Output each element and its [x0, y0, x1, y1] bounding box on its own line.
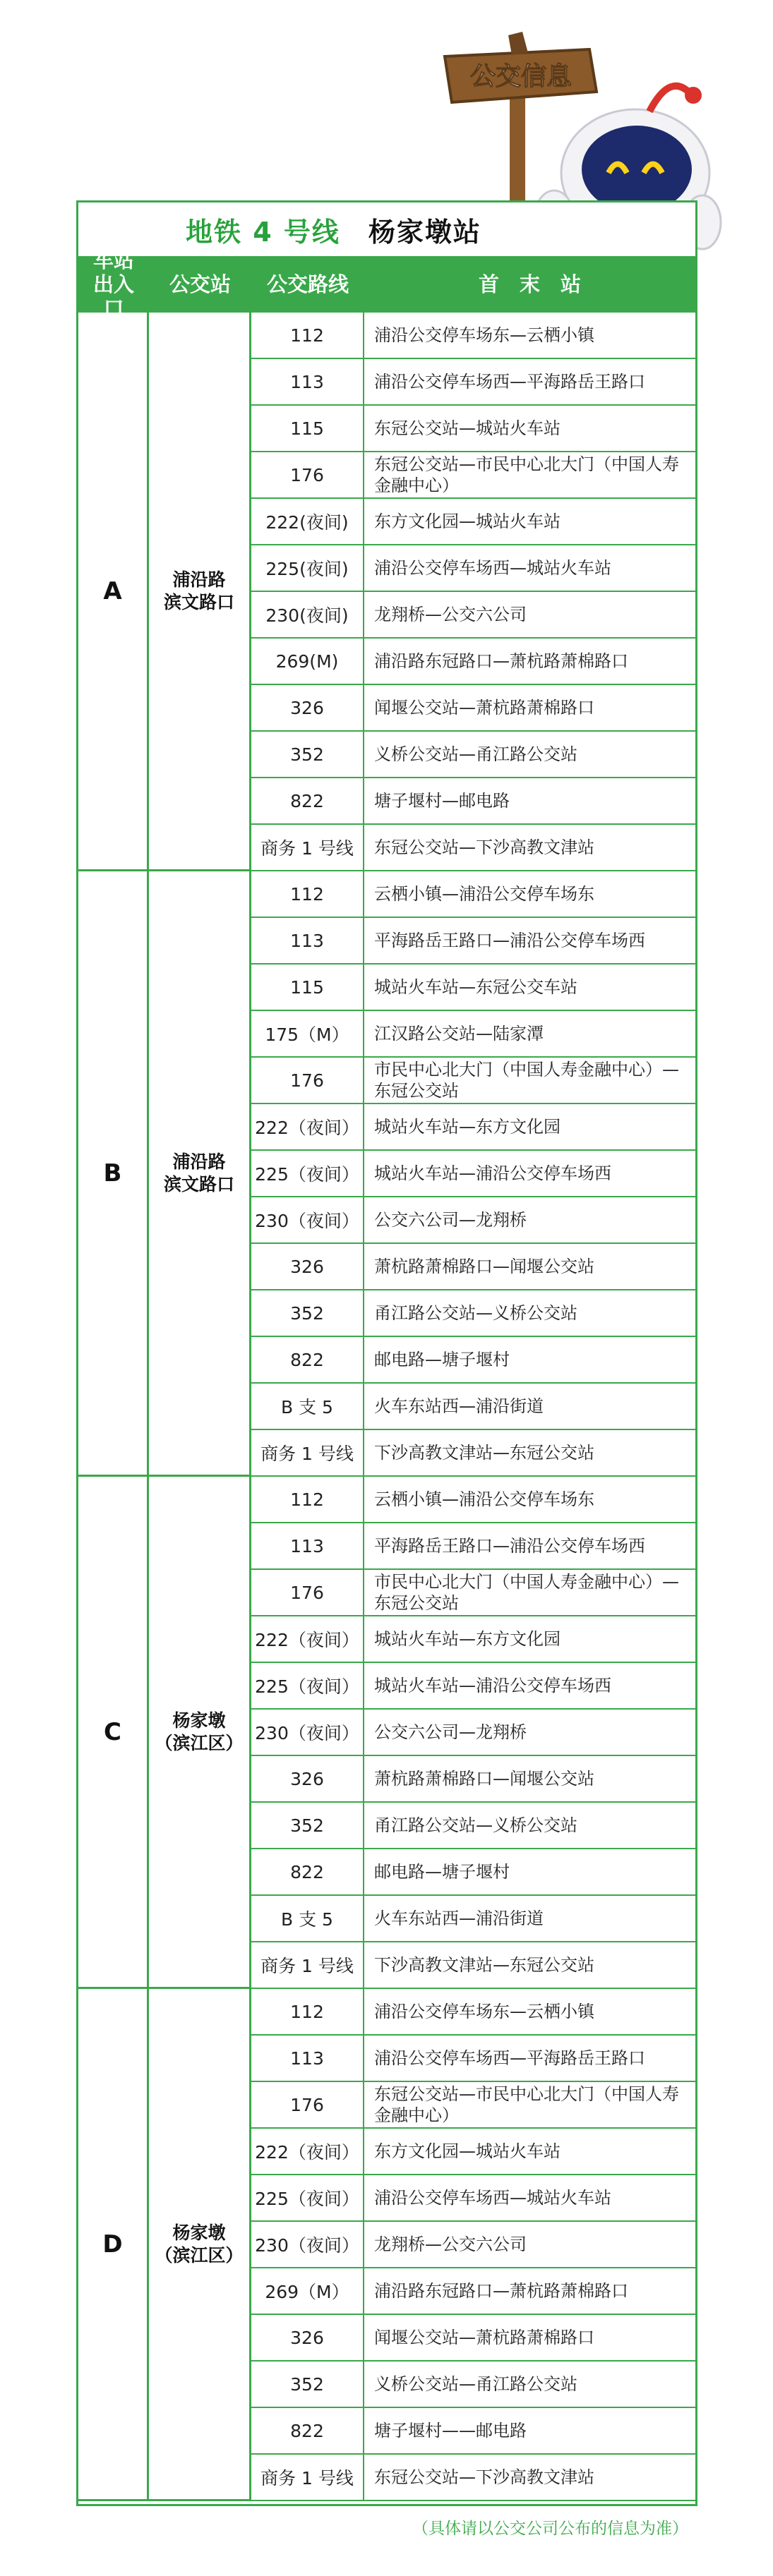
route-number: 175（M）: [251, 1011, 364, 1056]
table-row: [251, 313, 695, 359]
route-terminals: 江汉路公交站—陆家潭: [374, 1024, 544, 1044]
route-number: 822: [251, 1849, 364, 1894]
route-number: 113: [251, 2036, 364, 2081]
table-row: [251, 778, 695, 825]
route-terminals: 浦沿公交停车场西—平海路岳王路口: [374, 2048, 645, 2068]
route-terminals: 火车东站西—浦沿街道: [374, 1909, 544, 1928]
route-number: 113: [251, 359, 364, 404]
route-terminals: 甬江路公交站—义桥公交站: [374, 1815, 577, 1835]
header-exit: 车站出入口: [92, 248, 134, 320]
route-number: 230(夜间): [251, 592, 364, 637]
table-row: [251, 2268, 695, 2315]
bus-stop-name: 杨家墩 （滨江区）: [149, 1989, 251, 2501]
table-row: [251, 1058, 695, 1104]
route-number: 222（夜间）: [251, 1616, 364, 1662]
route-number: 352: [251, 2362, 364, 2407]
table-row: [251, 1616, 695, 1663]
table-row: [251, 1942, 695, 1989]
table-row: [251, 2222, 695, 2268]
table-row: [251, 1803, 695, 1849]
route-number: 176: [251, 452, 364, 497]
table-row: [251, 1151, 695, 1197]
metro-line-label: 地铁 4 号线: [186, 216, 340, 248]
table-row: [251, 1104, 695, 1151]
route-number: 176: [251, 1058, 364, 1103]
exit-label: D: [78, 1989, 149, 2501]
header-dest: 首 末 站: [478, 272, 581, 296]
route-number: 326: [251, 2315, 364, 2360]
route-terminals: 下沙高教文津站—东冠公交站: [374, 1443, 594, 1463]
table-row: [251, 2362, 695, 2408]
route-terminals: 下沙高教文津站—东冠公交站: [374, 1955, 594, 1975]
table-row: [251, 1384, 695, 1430]
exit-label: A: [78, 313, 149, 871]
route-terminals: 闻堰公交站—萧杭路萧棉路口: [374, 2328, 594, 2347]
table-row: [251, 1896, 695, 1942]
route-number: 352: [251, 1803, 364, 1848]
exit-label: C: [78, 1477, 149, 1989]
route-terminals: 萧杭路萧棉路口—闻堰公交站: [374, 1769, 594, 1789]
route-terminals: 龙翔桥—公交六公司: [374, 605, 527, 624]
route-number: 822: [251, 2408, 364, 2453]
table-row: [251, 545, 695, 592]
route-number: 269（M）: [251, 2268, 364, 2314]
route-number: 商务 1 号线: [251, 825, 364, 870]
route-number: 326: [251, 1244, 364, 1289]
route-terminals: 东冠公交站—下沙高教文津站: [374, 837, 594, 857]
bus-stop-name: 浦沿路 滨文路口: [149, 313, 251, 871]
route-number: 225（夜间）: [251, 1151, 364, 1196]
table-row: [251, 1477, 695, 1523]
mascot-antenna-tip: [685, 87, 702, 104]
route-number: 112: [251, 871, 364, 917]
route-terminals: 甬江路公交站—义桥公交站: [374, 1303, 577, 1323]
table-row: [251, 359, 695, 406]
table-row: [251, 825, 695, 871]
route-number: 商务 1 号线: [251, 1430, 364, 1475]
table-row: [251, 1570, 695, 1616]
route-terminals: 市民中心北大门（中国人寿金融中心）—东冠公交站: [374, 1060, 679, 1101]
route-number: 225（夜间）: [251, 1663, 364, 1708]
table-row: [251, 965, 695, 1011]
table-row: [251, 2455, 695, 2501]
route-number: 225(夜间): [251, 545, 364, 591]
table-row: [251, 1523, 695, 1570]
route-number: 113: [251, 918, 364, 963]
table-row: [251, 2129, 695, 2175]
footnote: （具体请以公交公司公布的信息为准）: [412, 2520, 688, 2538]
route-terminals: 市民中心北大门（中国人寿金融中心）—东冠公交站: [374, 1572, 679, 1613]
table-row: [251, 1756, 695, 1803]
table-row: [251, 732, 695, 778]
table-row: [251, 1011, 695, 1058]
route-terminals: 闻堰公交站—萧杭路萧棉路口: [374, 698, 594, 718]
route-number: 112: [251, 1477, 364, 1522]
route-terminals: 龙翔桥—公交六公司: [374, 2235, 527, 2254]
route-number: B 支 5: [251, 1896, 364, 1941]
table-row: [251, 685, 695, 732]
route-terminals: 平海路岳王路口—浦沿公交停车场西: [374, 1536, 645, 1556]
table-row: [251, 2408, 695, 2455]
route-terminals: 公交六公司—龙翔桥: [374, 1722, 527, 1742]
route-number: 326: [251, 1756, 364, 1801]
table-row: [251, 1244, 695, 1290]
route-terminals: 云栖小镇—浦沿公交停车场东: [374, 884, 594, 904]
route-number: 225（夜间）: [251, 2175, 364, 2220]
signpost-label: 公交信息: [469, 62, 573, 91]
route-terminals: 浦沿路东冠路口—萧杭路萧棉路口: [374, 2281, 628, 2301]
route-number: 326: [251, 685, 364, 730]
route-terminals: 东冠公交站—城站火车站: [374, 418, 561, 438]
route-number: 352: [251, 732, 364, 777]
header-route: 公交路线: [266, 272, 349, 296]
mascot-antenna: [649, 86, 692, 111]
route-number: 352: [251, 1290, 364, 1336]
table-row: [251, 1710, 695, 1756]
route-terminals: 平海路岳王路口—浦沿公交停车场西: [374, 931, 645, 950]
route-number: 176: [251, 1570, 364, 1615]
route-number: 230（夜间）: [251, 1710, 364, 1755]
route-number: 222（夜间）: [251, 2129, 364, 2174]
table-header: [78, 248, 695, 320]
route-terminals: 邮电路—塘子堰村: [374, 1862, 510, 1882]
route-terminals: 萧杭路萧棉路口—闻堰公交站: [374, 1257, 594, 1276]
route-number: 商务 1 号线: [251, 1942, 364, 1988]
route-terminals: 东冠公交站—市民中心北大门（中国人寿金融中心）: [374, 454, 679, 495]
route-terminals: 浦沿路东冠路口—萧杭路萧棉路口: [374, 651, 628, 671]
route-terminals: 塘子堰村——邮电路: [374, 2421, 527, 2441]
table-row: [251, 1849, 695, 1896]
table-row: [251, 2082, 695, 2129]
route-number: 商务 1 号线: [251, 2455, 364, 2500]
route-number: 269(M): [251, 639, 364, 684]
table-row: [251, 1430, 695, 1477]
route-terminals: 浦沿公交停车场西—城站火车站: [374, 2188, 611, 2208]
signpost-top: [508, 32, 528, 55]
table-row: [251, 1290, 695, 1337]
route-terminals: 浦沿公交停车场西—平海路岳王路口: [374, 372, 645, 392]
route-number: 222(夜间): [251, 499, 364, 544]
table-row: [251, 2036, 695, 2082]
table-row: [251, 1197, 695, 1244]
route-number: 115: [251, 965, 364, 1010]
route-number: B 支 5: [251, 1384, 364, 1429]
route-terminals: 东冠公交站—下沙高教文津站: [374, 2467, 594, 2487]
route-terminals: 邮电路—塘子堰村: [374, 1350, 510, 1369]
bus-stop-name: 杨家墩 （滨江区）: [149, 1477, 251, 1989]
route-terminals: 城站火车站—浦沿公交停车场西: [374, 1676, 611, 1695]
table-row: [251, 2315, 695, 2362]
route-terminals: 浦沿公交停车场东—云栖小镇: [374, 2002, 594, 2021]
route-terminals: 浦沿公交停车场东—云栖小镇: [374, 325, 594, 345]
route-number: 112: [251, 313, 364, 358]
route-number: 822: [251, 1337, 364, 1382]
bus-info-table: [76, 200, 697, 2506]
route-terminals: 火车东站西—浦沿街道: [374, 1396, 544, 1416]
route-number: 176: [251, 2082, 364, 2127]
route-terminals: 东方文化园—城站火车站: [374, 2141, 561, 2161]
route-number: 115: [251, 406, 364, 451]
table-row: [251, 1663, 695, 1710]
table-row: [251, 1337, 695, 1384]
route-terminals: 东冠公交站—市民中心北大门（中国人寿金融中心）: [374, 2084, 679, 2125]
table-row: [251, 1989, 695, 2036]
route-number: 230（夜间）: [251, 1197, 364, 1242]
bus-stop-name: 浦沿路 滨文路口: [149, 871, 251, 1477]
route-number: 230（夜间）: [251, 2222, 364, 2267]
exit-label: B: [78, 871, 149, 1477]
route-terminals: 东方文化园—城站火车站: [374, 512, 561, 531]
route-terminals: 浦沿公交停车场西—城站火车站: [374, 558, 611, 578]
route-terminals: 城站火车站—东冠公交车站: [374, 977, 577, 997]
route-terminals: 公交六公司—龙翔桥: [374, 1210, 527, 1230]
table-row: [251, 871, 695, 918]
route-number: 822: [251, 778, 364, 823]
table-row: [251, 406, 695, 452]
table-row: [251, 592, 695, 639]
route-number: 112: [251, 1989, 364, 2034]
route-terminals: 塘子堰村—邮电路: [374, 791, 510, 811]
header-stop: 公交站: [169, 272, 231, 296]
table-row: [251, 918, 695, 965]
route-terminals: 城站火车站—东方文化园: [374, 1117, 561, 1137]
route-terminals: 义桥公交站—甬江路公交站: [374, 2374, 577, 2394]
table-row: [251, 2175, 695, 2222]
table-row: [251, 499, 695, 545]
table-title: [78, 202, 695, 256]
route-number: 113: [251, 1523, 364, 1568]
table-row: [251, 639, 695, 685]
route-number: 222（夜间）: [251, 1104, 364, 1149]
table-row: [251, 452, 695, 499]
route-terminals: 城站火车站—东方文化园: [374, 1629, 561, 1649]
route-terminals: 云栖小镇—浦沿公交停车场东: [374, 1489, 594, 1509]
route-terminals: 城站火车站—浦沿公交停车场西: [374, 1163, 611, 1183]
route-terminals: 义桥公交站—甬江路公交站: [374, 744, 577, 764]
station-name: 杨家墩站: [368, 216, 481, 248]
